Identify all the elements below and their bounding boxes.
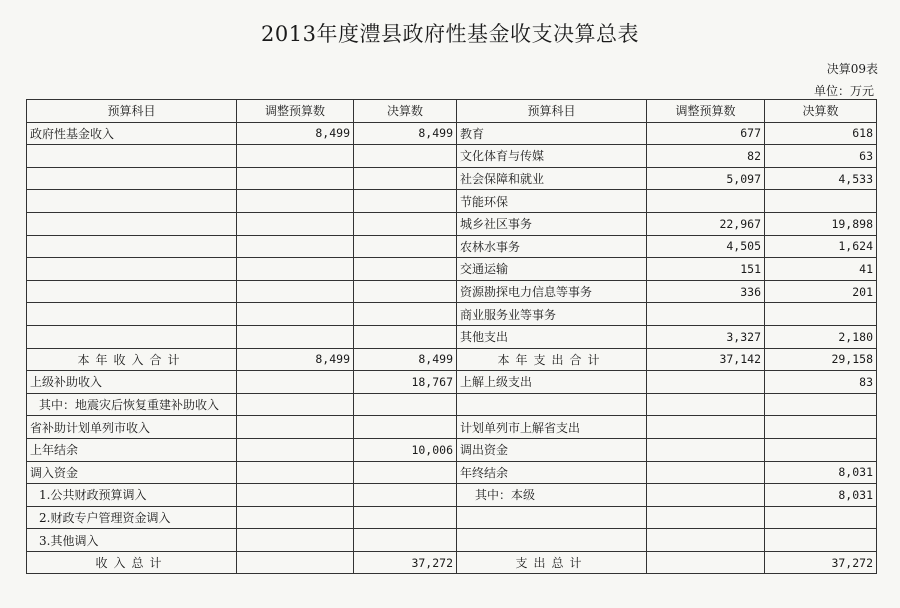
revenue-final-cell: [354, 303, 457, 326]
expense-final-cell: [765, 416, 877, 439]
table-row: [27, 348, 877, 371]
revenue-final-cell: [354, 190, 457, 213]
revenue-adjusted-cell: [237, 325, 354, 348]
table-row: [27, 167, 877, 190]
revenue-item-cell: 本年收入合计: [27, 348, 237, 371]
expense-final-cell: [765, 506, 877, 529]
revenue-adjusted-cell: 8,499: [237, 348, 354, 371]
expense-adjusted-cell: 4,505: [647, 235, 765, 258]
expense-adjusted-cell: [647, 461, 765, 484]
revenue-final-cell: [354, 529, 457, 552]
expense-final-cell: 19,898: [765, 212, 877, 235]
revenue-item-cell: 收入总计: [27, 551, 237, 574]
table-row: [27, 122, 877, 145]
expense-final-cell: 8,031: [765, 461, 877, 484]
header-revenue-final: 决算数: [354, 100, 457, 123]
revenue-final-cell: [354, 258, 457, 281]
expense-item-cell: 农林水事务: [457, 235, 647, 258]
table-row: [27, 303, 877, 326]
revenue-adjusted-cell: [237, 529, 354, 552]
expense-adjusted-cell: [647, 529, 765, 552]
expense-item-cell: 计划单列市上解省支出: [457, 416, 647, 439]
revenue-final-cell: [354, 235, 457, 258]
revenue-item-cell: [27, 190, 237, 213]
page-title: 2013年度澧县政府性基金收支决算总表: [261, 22, 639, 46]
expense-item-cell: 其他支出: [457, 325, 647, 348]
revenue-item-cell: [27, 235, 237, 258]
table-row: [27, 258, 877, 281]
table-row: [27, 371, 877, 394]
expense-item-cell: 城乡社区事务: [457, 212, 647, 235]
expense-item-cell: 资源勘探电力信息等事务: [457, 280, 647, 303]
revenue-item-cell: 政府性基金收入: [27, 122, 237, 145]
expense-item-cell: 上解上级支出: [457, 371, 647, 394]
revenue-item-cell: 上级补助收入: [27, 371, 237, 394]
expense-item-cell: [457, 529, 647, 552]
expense-item-cell: [457, 393, 647, 416]
expense-item-cell: 调出资金: [457, 438, 647, 461]
table-row: [27, 506, 877, 529]
revenue-adjusted-cell: [237, 190, 354, 213]
revenue-adjusted-cell: [237, 258, 354, 281]
expense-adjusted-cell: 3,327: [647, 325, 765, 348]
table-row: [27, 212, 877, 235]
revenue-item-cell: 省补助计划单列市收入: [27, 416, 237, 439]
revenue-item-cell: 2.财政专户管理资金调入: [27, 506, 237, 529]
revenue-adjusted-cell: 8,499: [237, 122, 354, 145]
expense-item-cell: 本年支出合计: [457, 348, 647, 371]
expense-adjusted-cell: [647, 371, 765, 394]
expense-item-cell: [457, 506, 647, 529]
revenue-item-cell: [27, 145, 237, 168]
expense-final-cell: 201: [765, 280, 877, 303]
revenue-item-cell: 上年结余: [27, 438, 237, 461]
revenue-adjusted-cell: [237, 303, 354, 326]
budget-table: [26, 99, 877, 574]
expense-final-cell: [765, 529, 877, 552]
expense-item-cell: 商业服务业等事务: [457, 303, 647, 326]
table-row: [27, 484, 877, 507]
revenue-item-cell: [27, 212, 237, 235]
expense-adjusted-cell: [647, 393, 765, 416]
revenue-final-cell: [354, 325, 457, 348]
header-revenue-adjusted: 调整预算数: [237, 100, 354, 123]
expense-final-cell: 618: [765, 122, 877, 145]
form-number: 决算09表: [826, 62, 878, 76]
expense-adjusted-cell: 22,967: [647, 212, 765, 235]
expense-final-cell: 8,031: [765, 484, 877, 507]
revenue-final-cell: 10,006: [354, 438, 457, 461]
expense-final-cell: [765, 303, 877, 326]
header-expense-adjusted: 调整预算数: [647, 100, 765, 123]
revenue-adjusted-cell: [237, 416, 354, 439]
expense-adjusted-cell: 151: [647, 258, 765, 281]
revenue-final-cell: [354, 167, 457, 190]
revenue-final-cell: [354, 145, 457, 168]
revenue-item-cell: [27, 325, 237, 348]
revenue-adjusted-cell: [237, 461, 354, 484]
revenue-adjusted-cell: [237, 438, 354, 461]
revenue-item-cell: [27, 167, 237, 190]
expense-final-cell: 41: [765, 258, 877, 281]
expense-adjusted-cell: 5,097: [647, 167, 765, 190]
revenue-final-cell: [354, 416, 457, 439]
revenue-adjusted-cell: [237, 551, 354, 574]
expense-final-cell: 83: [765, 371, 877, 394]
table-row: [27, 235, 877, 258]
expense-adjusted-cell: [647, 551, 765, 574]
expense-final-cell: 29,158: [765, 348, 877, 371]
table-row: [27, 416, 877, 439]
table-row: [27, 145, 877, 168]
revenue-final-cell: [354, 212, 457, 235]
revenue-final-cell: [354, 484, 457, 507]
expense-item-cell: 其中：本级: [457, 484, 647, 507]
expense-final-cell: 37,272: [765, 551, 877, 574]
header-expense-item: 预算科目: [457, 100, 647, 123]
revenue-adjusted-cell: [237, 506, 354, 529]
header-expense-final: 决算数: [765, 100, 877, 123]
table-row: [27, 529, 877, 552]
revenue-adjusted-cell: [237, 371, 354, 394]
revenue-item-cell: [27, 258, 237, 281]
revenue-item-cell: 其中：地震灾后恢复重建补助收入: [27, 393, 237, 416]
expense-item-cell: 交通运输: [457, 258, 647, 281]
table-row: [27, 438, 877, 461]
revenue-adjusted-cell: [237, 167, 354, 190]
expense-item-cell: 支出总计: [457, 551, 647, 574]
expense-final-cell: 63: [765, 145, 877, 168]
expense-adjusted-cell: 677: [647, 122, 765, 145]
revenue-final-cell: 8,499: [354, 348, 457, 371]
revenue-item-cell: 3.其他调入: [27, 529, 237, 552]
expense-adjusted-cell: [647, 190, 765, 213]
header-revenue-item: 预算科目: [27, 100, 237, 123]
expense-adjusted-cell: [647, 303, 765, 326]
expense-final-cell: [765, 438, 877, 461]
revenue-adjusted-cell: [237, 393, 354, 416]
expense-item-cell: 社会保障和就业: [457, 167, 647, 190]
table-row: [27, 190, 877, 213]
expense-final-cell: [765, 393, 877, 416]
expense-adjusted-cell: 336: [647, 280, 765, 303]
revenue-final-cell: [354, 506, 457, 529]
expense-item-cell: 节能环保: [457, 190, 647, 213]
revenue-adjusted-cell: [237, 212, 354, 235]
revenue-final-cell: 18,767: [354, 371, 457, 394]
revenue-item-cell: 1.公共财政预算调入: [27, 484, 237, 507]
expense-final-cell: 1,624: [765, 235, 877, 258]
table-row: [27, 461, 877, 484]
expense-adjusted-cell: 82: [647, 145, 765, 168]
table-row: [27, 325, 877, 348]
table-row: [27, 393, 877, 416]
revenue-item-cell: [27, 280, 237, 303]
revenue-final-cell: [354, 280, 457, 303]
revenue-item-cell: 调入资金: [27, 461, 237, 484]
revenue-adjusted-cell: [237, 280, 354, 303]
expense-final-cell: 2,180: [765, 325, 877, 348]
unit-label: 单位：万元: [813, 84, 874, 98]
revenue-item-cell: [27, 303, 237, 326]
expense-adjusted-cell: [647, 438, 765, 461]
expense-item-cell: 教育: [457, 122, 647, 145]
expense-adjusted-cell: 37,142: [647, 348, 765, 371]
revenue-adjusted-cell: [237, 484, 354, 507]
revenue-final-cell: [354, 461, 457, 484]
revenue-final-cell: 37,272: [354, 551, 457, 574]
revenue-final-cell: 8,499: [354, 122, 457, 145]
expense-adjusted-cell: [647, 506, 765, 529]
expense-adjusted-cell: [647, 484, 765, 507]
revenue-adjusted-cell: [237, 145, 354, 168]
table-header-row: [27, 100, 877, 123]
expense-item-cell: 年终结余: [457, 461, 647, 484]
table-row: [27, 280, 877, 303]
expense-final-cell: 4,533: [765, 167, 877, 190]
expense-item-cell: 文化体育与传媒: [457, 145, 647, 168]
expense-adjusted-cell: [647, 416, 765, 439]
table-row: [27, 551, 877, 574]
revenue-adjusted-cell: [237, 235, 354, 258]
revenue-final-cell: [354, 393, 457, 416]
expense-final-cell: [765, 190, 877, 213]
